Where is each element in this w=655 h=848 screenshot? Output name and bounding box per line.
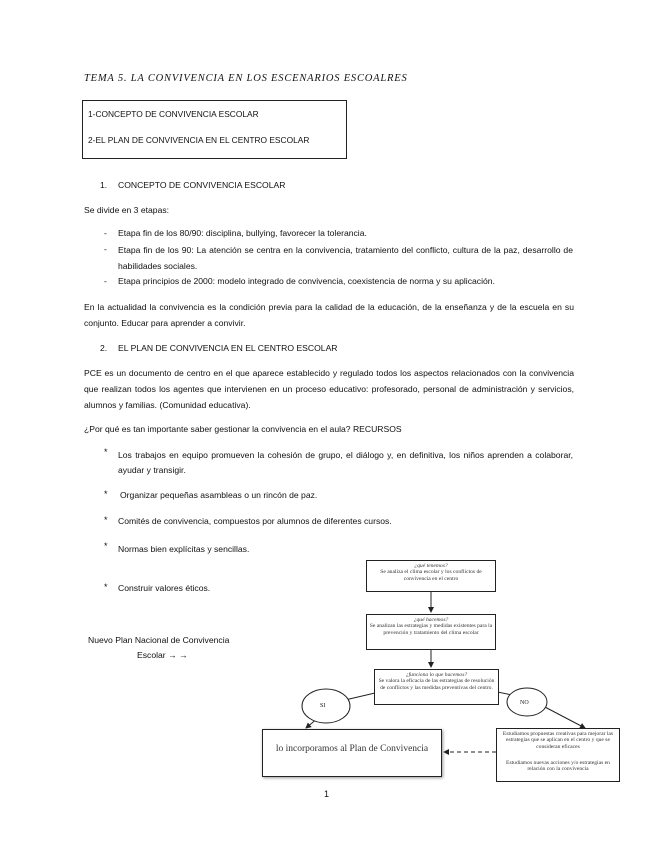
box2-text: Se analizan las estrategias y medidas existentes para la prevención y tratamiento del clima escolar [369,623,493,636]
plan-note-line1: Nuevo Plan Nacional de Convivencia [88,635,230,645]
line-box3-to-yes [345,693,375,700]
bullet-star: * [104,541,108,551]
bullet-star: * [104,489,108,499]
right-box-bottom-text: Estudiamos nuevas acciones y/o estrategias en relación con la convivencia [506,760,610,773]
bullet-stage-3: Etapa principios de 2000: modelo integrado de convivencia, coexistencia de norma y su aplicación. [118,276,495,286]
section2-number: 2. [100,343,108,353]
flow-box-proposals [496,728,620,782]
box1-text: Se analiza el clima escolar y los conflictos de convivencia en el centro [380,569,482,582]
section2-paragraph: PCE es un documento de centro en el que aparece establecido y regulado todos los aspectos relacionados con la convivencia que realizan todos los agentes que intervienen en un proceso educativo: profesorado, personal de administración y servicios, alumnos y familias. (Comunidad educativa). [84,368,574,410]
bullet-dash: - [104,244,107,254]
yes-node [302,689,350,723]
right-box-top-text: Estudiamos propuestas creativas para mejorar las estrategias que se aplican en el centro y que se consideran eficaces [502,731,614,750]
box3-text: Se valora la eficacia de las estrategias de resolución de conflictos y las medidas preventivas del centro. [378,678,495,691]
resource-5: Construir valores éticos. [118,583,211,593]
flow-box-does-it-work [374,669,499,705]
arrow-no-to-right-box [543,706,585,728]
bullet-star: * [104,582,108,592]
section1-number: 1. [100,180,108,190]
resource-2: Organizar pequeñas asambleas o un rincón de paz. [120,490,318,500]
resource-1: Los trabajos en equipo promueven la cohesión de grupo, el diálogo y, en definitiva, los niños aprenden a colaborar, ayudar y transigir. [118,450,573,475]
plan-note-line2: Escolar → → [137,650,188,660]
flow-box-incorporate [262,729,442,777]
flow-box-what-we-have [366,560,496,592]
toc-item-2: 2-EL PLAN DE CONVIVENCIA EN EL CENTRO ESCOLAR [88,135,310,145]
bullet-star: * [104,515,108,525]
section1-paragraph: En la actualidad la convivencia es la condición previa para la calidad de la educación, de la enseñanza y de la escuela en su conjunto. Educar para aprender a convivir. [84,302,574,328]
bullet-dash: - [104,228,107,238]
flow-box-what-we-do [366,614,496,650]
section1-heading: CONCEPTO DE CONVIVENCIA ESCOLAR [118,180,286,190]
section2-question: ¿Por qué es tan importante saber gestionar la convivencia en el aula? RECURSOS [84,424,402,434]
bullet-stage-1: Etapa fin de los 80/90: disciplina, bullying, favorecer la tolerancia. [118,228,367,238]
box2-title: ¿qué hacemos? [413,617,449,623]
toc-item-1: 1-CONCEPTO DE CONVIVENCIA ESCOLAR [88,109,259,119]
resource-3: Comités de convivencia, compuestos por alumnos de diferentes cursos. [118,516,392,526]
section2-heading: EL PLAN DE CONVIVENCIA EN EL CENTRO ESCOLAR [118,343,338,353]
box3-title: ¿funciona lo que hacemos? [405,672,468,678]
box1-title: ¿qué tenemos? [414,563,448,569]
document-title: TEMA 5. LA CONVIVENCIA EN LOS ESCENARIOS ESCOALRES [84,73,408,84]
bullet-dash: - [104,276,107,286]
incorporate-text: lo incorporamos al Plan de Convivencia [275,744,429,754]
section1-intro: Se divide en 3 etapas: [84,205,170,215]
page-number: 1 [324,789,330,799]
yes-label: SI [320,703,326,709]
bullet-star: * [104,447,108,457]
resource-4: Normas bien explícitas y sencillas. [118,544,250,554]
no-label: NO [520,700,529,706]
bullet-stage-2: Etapa fin de los 90: La atención se centra en la convivencia, tratamiento del conflicto, cultura de la paz, desarrollo de habilidades sociales. [118,245,573,271]
